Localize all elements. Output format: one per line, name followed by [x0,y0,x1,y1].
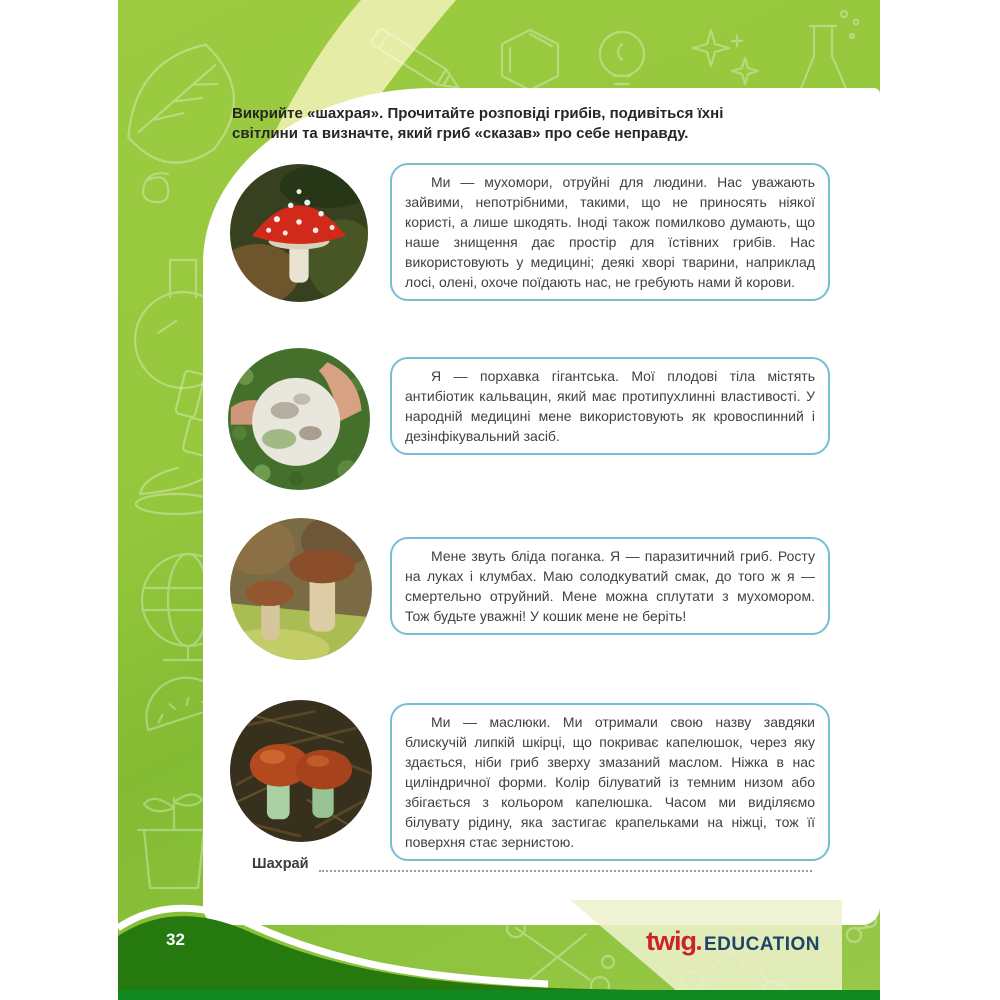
page-number: 32 [166,930,185,949]
bubble-text: Я — порхавка гігантська. Мої плодові тіла містять антибіотик кальвацин, який має протипухлинні властивості. У народній медицині мене використовують як кровоспинний і дезінфікувальний засіб. [405,368,815,444]
speech-bubble-death-cap [390,537,830,635]
answer-label: Шахрай [252,856,309,872]
speech-bubble-slippery-jack [390,703,830,861]
light-bulb-icon [600,32,644,92]
bubble-text: Мене звуть бліда поганка. Я — паразитичний гриб. Росту на луках і клумбах. Маю солодкуватий смак, до того ж я — смертельно отруйний. Мене можна сплутати з мухомором. Тож будьте уважні! У кошик мене не беріть! [405,548,815,624]
photo-death-cap [230,518,372,660]
logo-dot-icon [697,946,701,950]
photo-fly-agaric [230,164,368,302]
sparkles-icon [693,30,758,84]
page-background [118,0,880,1000]
twig-education-logo [646,926,820,964]
plant-sprout-icon [138,794,210,888]
photo-giant-puffball [228,348,370,490]
logo-education-text: EDUCATION [704,934,821,955]
speech-bubble-fly-agaric [390,163,830,301]
logo-twig-text: twig [646,926,696,956]
answer-row [252,856,812,872]
answer-blank-line [319,858,812,872]
bubble-text: Ми — маслюки. Ми отримали свою назву завдяки блискучій липкій шкірці, що покриває капелюшок, через яку здається, ніби гриб зверху змазаний маслом. Ніжка в нас циліндричної форми. Колір білуватий із темним низом або збігається з кольором капелюшка. Часом ми виділяємо білувату рідину, яка застигає крапельками на ніжці, тож її поверхня стає зернистою. [405,714,815,850]
swirl-icon [143,173,168,202]
speech-bubble-puffball [390,357,830,455]
bubble-text: Ми — мухомори, отруйні для людини. Нас уважають зайвими, непотрібними, такими, що не приносять ніякої користі, а лише шкодять. Іноді також помилково думають, що наше знищення дає простір для їстівних грибів. Нас використовують у медицині; деякі хворі тварини, наприклад лосі, олені, охоче поїдають нас, не гребують нами й корови. [405,174,815,290]
photo-slippery-jack [230,700,372,842]
footer-bottom-bar [118,990,880,1000]
instruction-text: Викрийте «шахрая». Прочитайте розповіді грибів, подивіться їхні світлини та визначте, який гриб «сказав» про себе неправду. [232,105,724,142]
